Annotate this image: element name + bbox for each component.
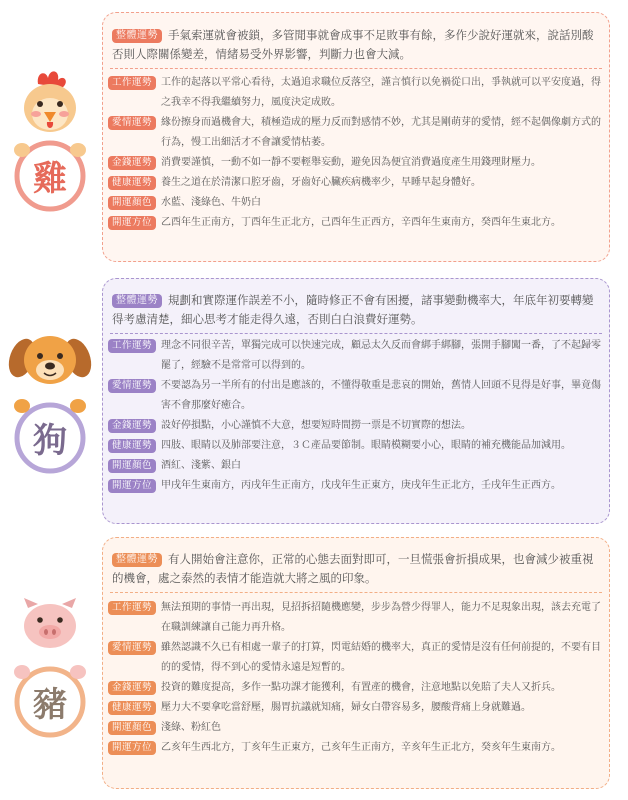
row-label: 工作運勢 <box>108 601 156 615</box>
money-row <box>108 678 606 698</box>
overall-label: 整體運勢 <box>112 29 162 43</box>
love-row <box>108 113 606 153</box>
dog-section <box>0 270 628 532</box>
love-row <box>108 638 606 678</box>
row-label: 開運顏色 <box>108 459 156 473</box>
row-label: 健康運勢 <box>108 439 156 453</box>
row-text: 投資的難度提高，多作一點功課才能獲利，有置產的機會，注意地點以免賠了夫人又折兵。 <box>161 682 562 693</box>
row-label: 開運方位 <box>108 741 156 755</box>
rooster-divider <box>110 68 602 69</box>
overall-label: 整體運勢 <box>112 553 162 567</box>
row-text: 緣份擦身而過機會大，積極造成的壓力反而對感情不妙，尤其是剛萌芽的愛情，經不起偶像劇方式的行為，慢工出細活才不會讓愛情枯萎。 <box>161 117 602 148</box>
money-row <box>108 153 606 173</box>
row-label: 愛情運勢 <box>108 379 156 393</box>
row-label: 開運方位 <box>108 216 156 230</box>
row-label: 工作運勢 <box>108 339 156 353</box>
animal-char: 豬 <box>33 685 67 725</box>
color-row <box>108 718 606 738</box>
dog-icon <box>0 326 100 486</box>
animal-char: 狗 <box>33 421 67 461</box>
row-label: 開運顏色 <box>108 196 156 210</box>
dog-divider <box>110 333 602 334</box>
direction-row <box>108 213 606 233</box>
row-label: 金錢運勢 <box>108 681 156 695</box>
money-row <box>108 416 606 436</box>
rooster-overall <box>102 16 610 64</box>
row-text: 養生之道在於清潔口腔牙齒，牙齒好心臟疾病機率少，早睡早起身體好。 <box>161 177 482 188</box>
dog-overall <box>102 281 610 329</box>
row-label: 健康運勢 <box>108 701 156 715</box>
pig-rows <box>108 598 606 758</box>
work-row <box>108 73 606 113</box>
pig-illustration <box>0 596 100 756</box>
dog-illustration <box>0 326 100 486</box>
row-text: 工作的起落以平常心看待，太過追求職位反落空，謹言慎行以免禍從口出，爭執就可以平安度過，得之我幸不得我繼續努力，風度決定成敗。 <box>161 77 602 108</box>
row-text: 理念不同很辛苦，單獨完成可以快速完成，顧忌太久反而會綁手綁腳，張開手腳闖一番，了不起歸零罷了，經驗不是常常可以得到的。 <box>161 340 602 371</box>
row-label: 健康運勢 <box>108 176 156 190</box>
row-text: 雖然認識不久已有相處一輩子的打算，閃電結婚的機率大，真正的愛情是沒有任何前提的，不要有目的的愛情，得不到心的愛情永遠是短暫的。 <box>161 642 602 673</box>
row-text: 酒紅、淺紫、銀白 <box>161 460 242 471</box>
rooster-section <box>0 0 628 270</box>
rooster-rows <box>108 73 606 233</box>
health-row <box>108 436 606 456</box>
love-row <box>108 376 606 416</box>
row-text: 淺綠、粉紅色 <box>161 722 222 733</box>
row-label: 金錢運勢 <box>108 419 156 433</box>
color-row <box>108 456 606 476</box>
row-label: 工作運勢 <box>108 76 156 90</box>
row-text: 無法預期的事情一再出現，見招拆招隨機應變，步步為營少得罪人，能力不足現象出現，該去充電了在職訓練讓自己能力再升格。 <box>161 602 602 633</box>
row-text: 消費要謹慎，一動不如一靜不要輕舉妄動，避免因為便宜消費過度產生用錢理財壓力。 <box>161 157 542 168</box>
row-text: 壓力大不要拿吃當舒壓，腸胃抗議就知痛，婦女白帶容易多，腰酸背痛上身就難過。 <box>161 702 532 713</box>
pig-divider <box>110 592 602 593</box>
row-text: 乙酉年生正南方，丁酉年生正北方，己酉年生正西方，辛酉年生東南方，癸酉年生東北方。 <box>161 217 562 228</box>
overall-text: 手氣索運就會被鎖，多管閒事就會成事不足敗事有餘，多作少說好運就來，說話別酸否則人際關係變差，情緒易受外界影響，判斷力也會大減。 <box>112 28 594 61</box>
row-label: 開運方位 <box>108 479 156 493</box>
direction-row <box>108 738 606 758</box>
animal-char: 雞 <box>33 159 67 199</box>
color-row <box>108 193 606 213</box>
row-text: 甲戌年生東南方，丙戌年生正南方，戊戌年生正東方，庚戌年生正北方，壬戌年生正西方。 <box>161 480 562 491</box>
row-text: 不要認為另一半所有的付出是應該的，不懂得敬重是悲哀的開始，舊情人回頭不見得是好事，畢竟傷害不會那麼好癒合。 <box>161 380 602 411</box>
overall-text: 有人開始會注意你，正常的心態去面對即可，一旦慌張會折損成果，也會減少被重視的機會，處之泰然的表情才能造就大將之風的印象。 <box>112 552 594 585</box>
overall-text: 規劃和實際運作誤差不小，隨時修正不會有困擾，諸事變動機率大，年底年初要轉變得考慮清楚，細心思考才能走得久遠，否則白白浪費好運勢。 <box>112 293 594 326</box>
pig-icon <box>0 596 100 756</box>
row-text: 四肢、眼睛以及肺部要注意，３Ｃ產品要節制。眼睛模糊要小心，眼睛的補充機能品加減用。 <box>161 440 572 451</box>
row-label: 愛情運勢 <box>108 116 156 130</box>
health-row <box>108 173 606 193</box>
work-row <box>108 598 606 638</box>
row-text: 乙亥年生西北方，丁亥年生正東方，己亥年生正南方，辛亥年生正北方，癸亥年生東南方。 <box>161 742 562 753</box>
rooster-illustration <box>0 64 100 224</box>
work-row <box>108 336 606 376</box>
health-row <box>108 698 606 718</box>
rooster-icon <box>0 64 100 224</box>
pig-section <box>0 532 628 800</box>
dog-rows <box>108 336 606 496</box>
overall-label: 整體運勢 <box>112 294 162 308</box>
pig-overall <box>102 540 610 588</box>
direction-row <box>108 476 606 496</box>
row-label: 金錢運勢 <box>108 156 156 170</box>
row-label: 愛情運勢 <box>108 641 156 655</box>
row-label: 開運顏色 <box>108 721 156 735</box>
row-text: 設好停損點，小心謹慎不大意，想要短時間撈一票是不切實際的想法。 <box>161 420 472 431</box>
row-text: 水藍、淺綠色、牛奶白 <box>161 197 262 208</box>
